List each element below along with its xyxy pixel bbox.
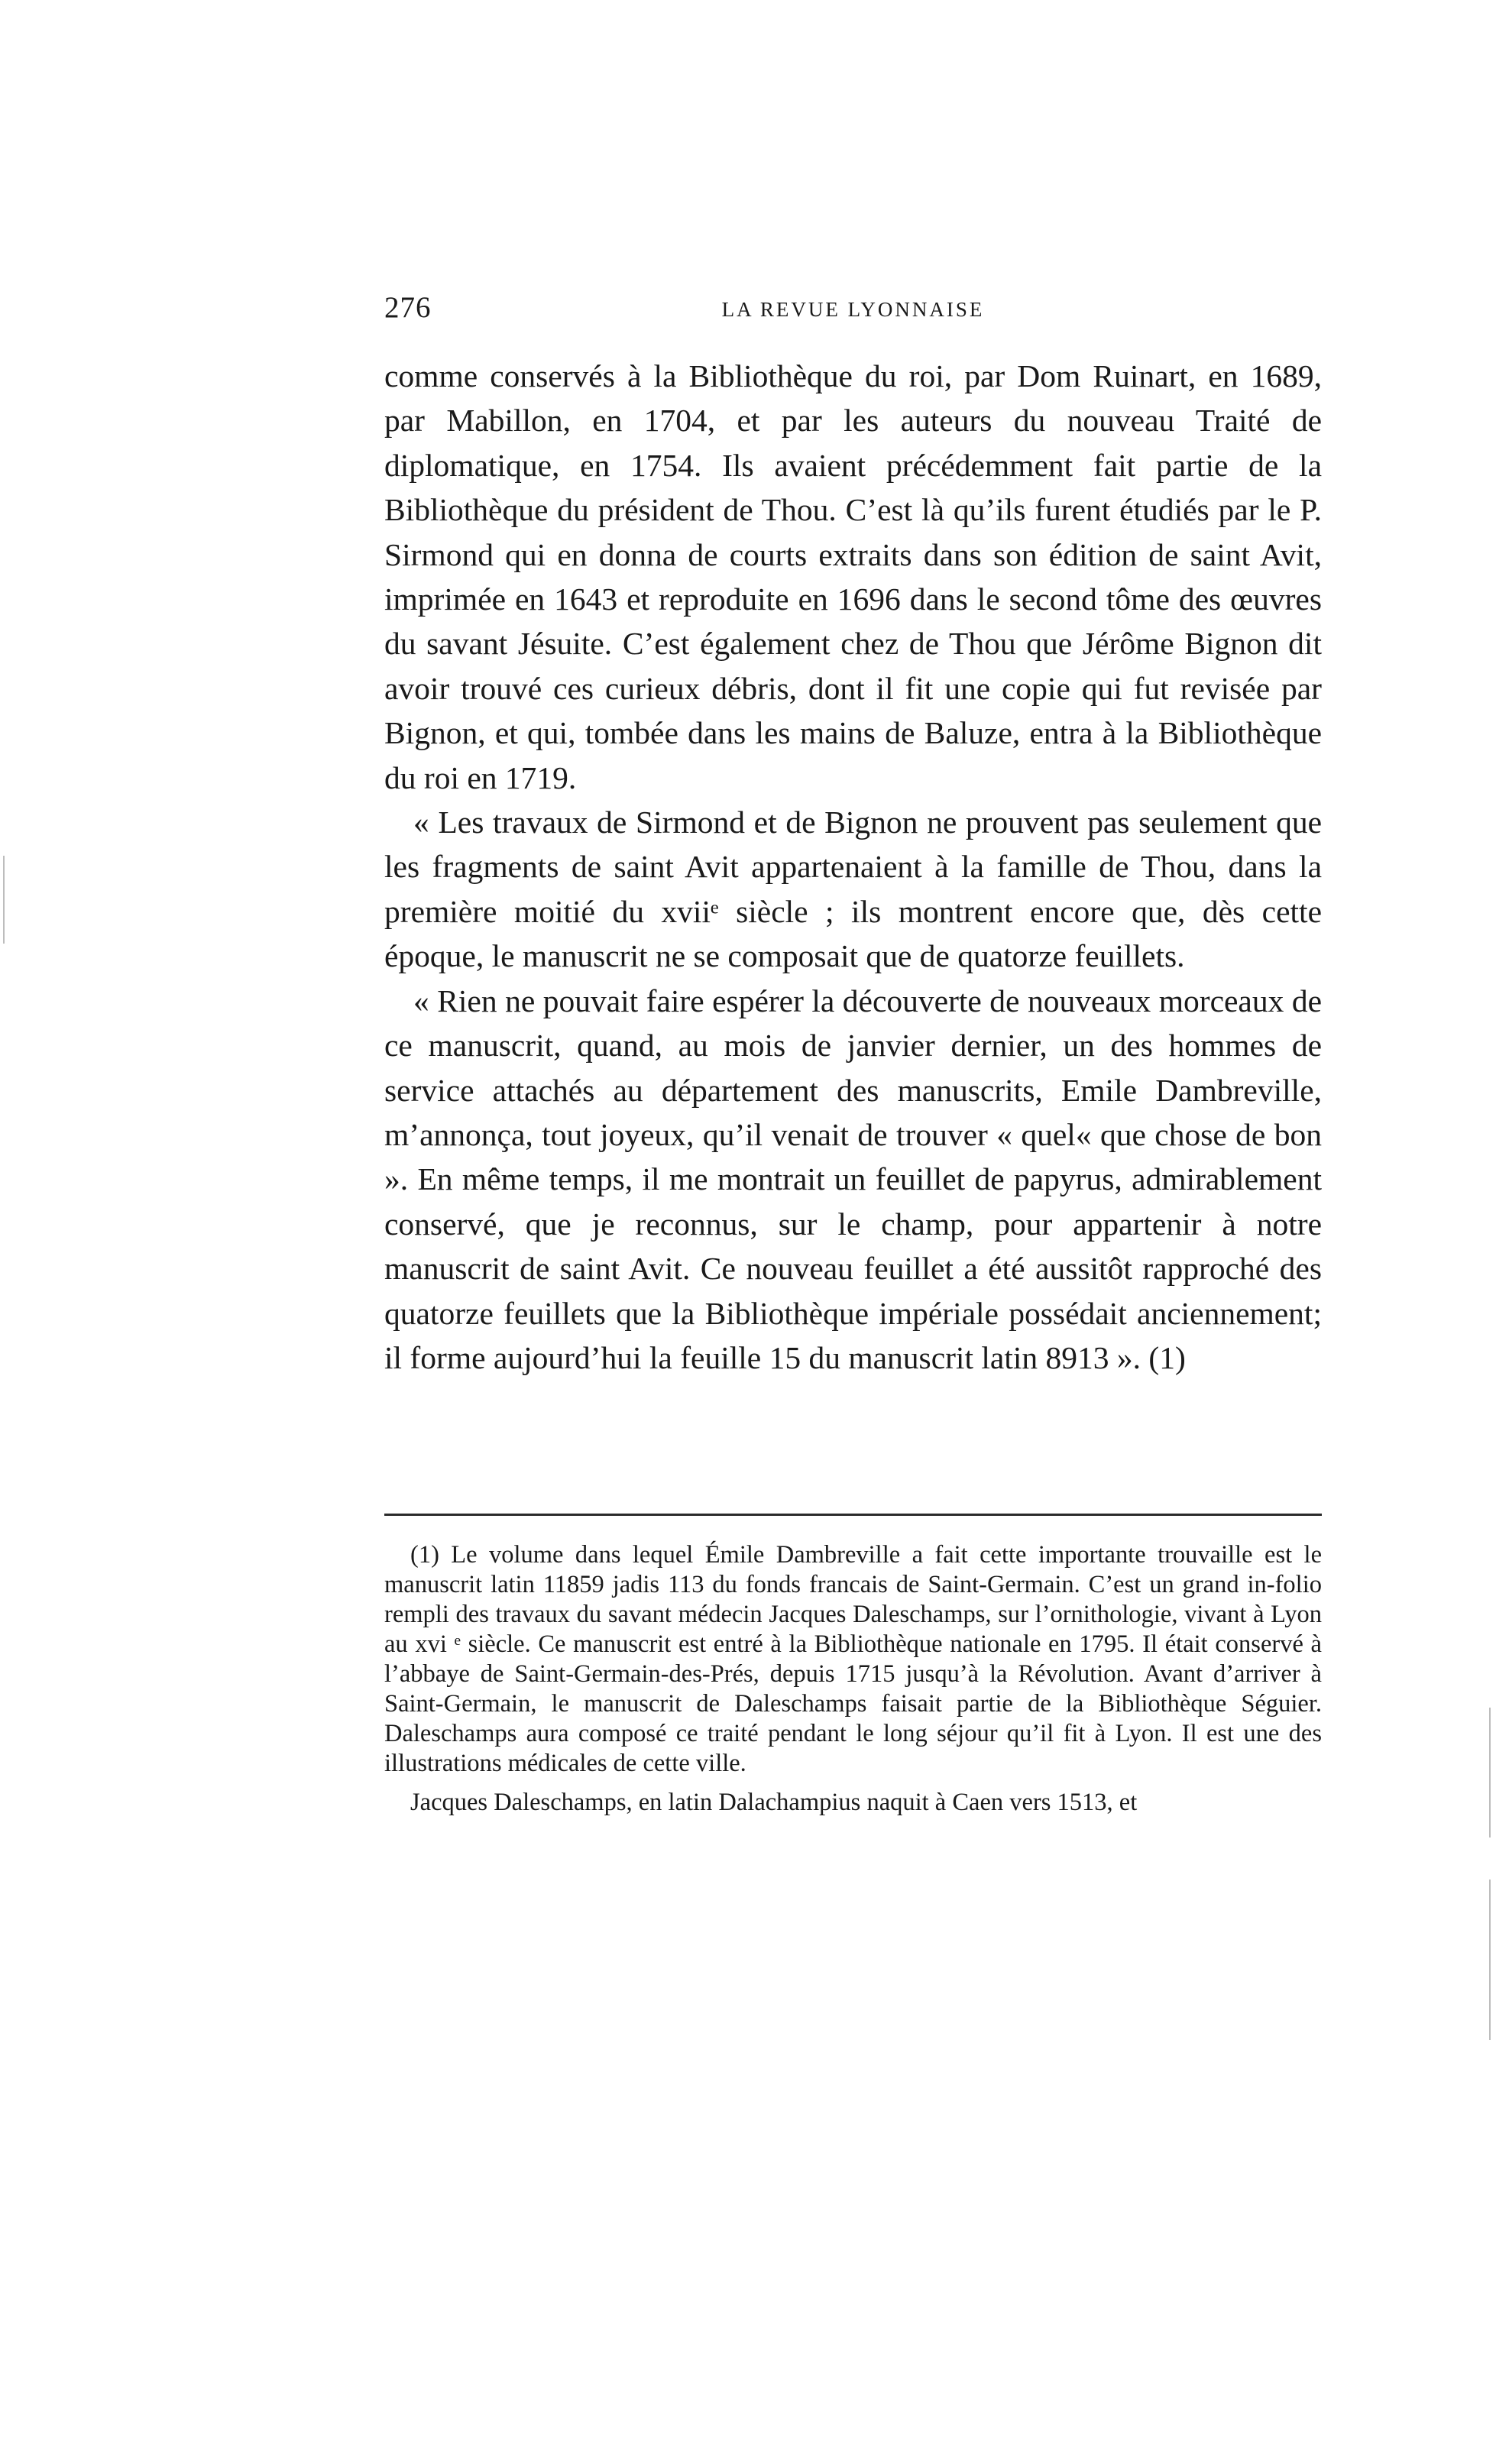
footnote-separator — [384, 1514, 1322, 1516]
scan-edge-right-mark-lower — [1489, 1880, 1491, 2040]
body-paragraph: comme conservés à la Bibliothèque du roi, par Dom Ruinart, en 1689, par Mabillon, en 1704, et par les auteurs du nouveau Traité de diplomatique, en 1754. Ils avaient précédemment fait partie de la Bibliothèque du président de Thou. C’est là qu’ils furent étudiés par le P. Sirmond qui en donna de courts extraits dans son édition de saint Avit, imprimée en 1643 et reproduite en 1696 dans le second tôme des œuvres du savant Jésuite. C’est également chez de Thou que Jérôme Bignon dit avoir trouvé ces curieux débris, dont il fit une copie qui fut revisée par Bignon, et qui, tombée dans les mains de Baluze, entra à la Bibliothèque du roi en 1719. — [384, 358, 1322, 795]
main-text — [384, 354, 1322, 1380]
footnote-paragraph: Jacques Daleschamps, en latin Dalachampius naquit à Caen vers 1513, et — [410, 1789, 1138, 1816]
scan-edge-right-mark — [1489, 1708, 1491, 1837]
body-paragraph: « Les travaux de Sirmond et de Bignon ne prouvent pas seulement que les fragments de saint Avit appartenaient à la famille de Thou, dans la première moitié du xviiᵉ siècle ; ils montrent encore que, dès cette époque, le manuscrit ne se composait que de quatorze feuillets. — [384, 805, 1322, 974]
page-number: 276 — [384, 291, 432, 324]
scan-edge-left-mark — [3, 856, 5, 944]
footnote-paragraph: (1) Le volume dans lequel Émile Dambreville a fait cette importante trouvaille est le manuscrit latin 11859 jadis 113 du fonds francais de Saint-Germain. C’est un grand in-folio rempli des travaux du savant médecin Jacques Daleschamps, sur l’ornithologie, vivant à Lyon au xvi ᵉ siècle. Ce manuscrit est entré à la Bibliothèque nationale en 1795. Il était conservé à l’abbaye de Saint-Germain-des-Prés, depuis 1715 jusqu’à la Révolution. Avant d’arriver à Saint-Germain, le manuscrit de Daleschamps faisait partie de la Bibliothèque Séguier. Daleschamps aura composé ce traité pendant le long séjour qu’il fit à Lyon. Il est une des illustrations médicales de cette ville. — [384, 1541, 1322, 1777]
page-header — [384, 290, 1322, 336]
body-paragraph: « Rien ne pouvait faire espérer la découverte de nouveaux morceaux de ce manuscrit, quand, au mois de janvier dernier, un des hommes de service attachés au département des manuscrits, Emile Dambreville, m’annonça, tout joyeux, qu’il venait de trouver « quel« que chose de bon ». En même temps, il me montrait un feuillet de papyrus, admirablement conservé, que je reconnus, sur le champ, pour appartenir à notre manuscrit de saint Avit. Ce nouveau feuillet a été aussitôt rapproché des quatorze feuillets que la Bibliothèque impériale possédait anciennement; il forme aujourd’hui la feuille 15 du manuscrit latin 8913 ». (1) — [384, 983, 1322, 1375]
footnotes — [384, 1540, 1322, 1818]
running-title: LA REVUE LYONNAISE — [721, 298, 985, 321]
